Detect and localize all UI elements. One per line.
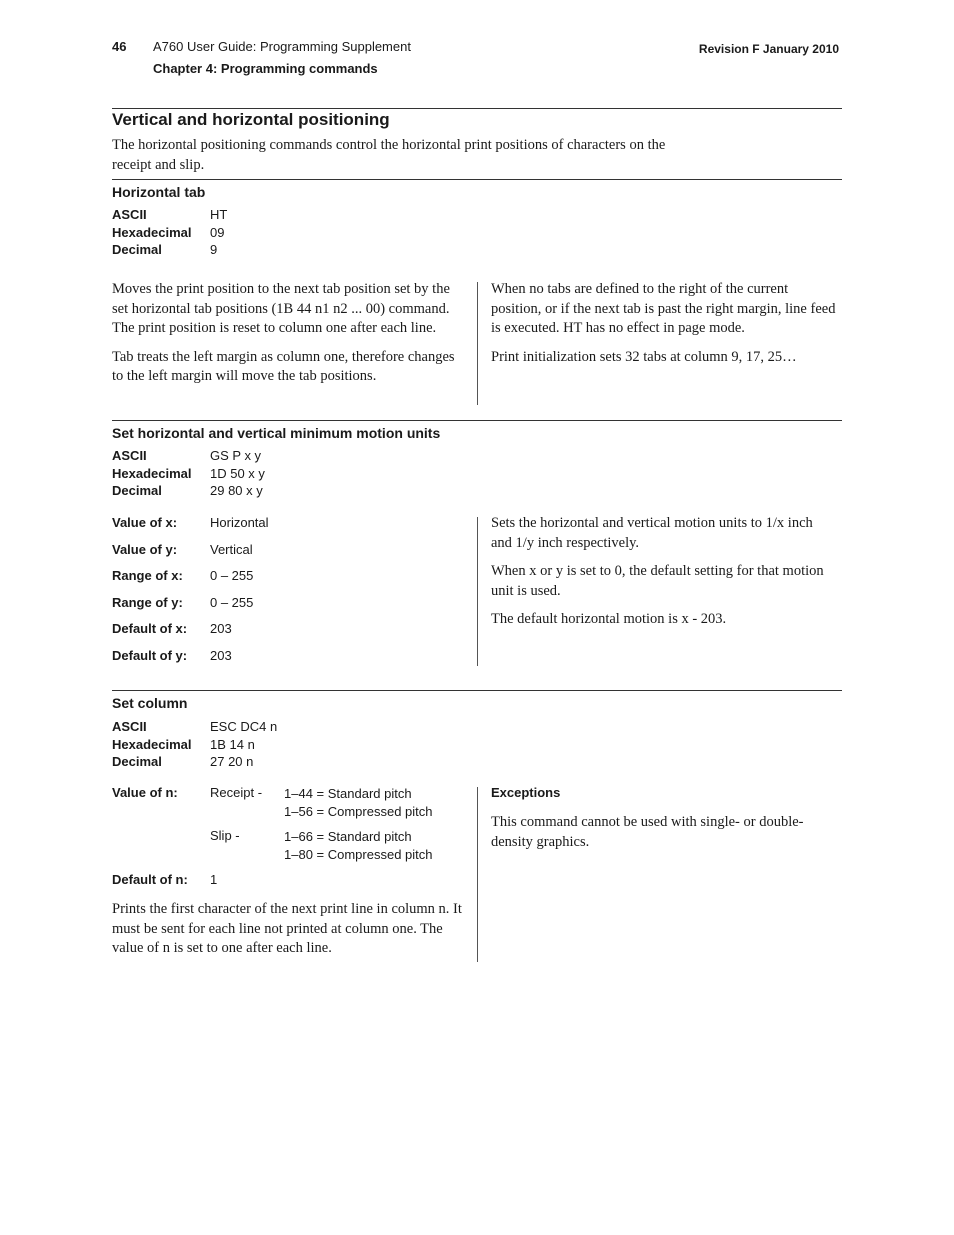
code-row [112,241,227,259]
paragraph: Print initialization sets 32 tabs at column 9, 17, 25… [491,348,797,365]
paragraph: Tab treats the left margin as column one, therefore changes to the left margin will move the tab positions. [112,348,455,384]
motion-units-params [112,515,269,674]
set-column-rule [112,690,842,691]
code-row [112,736,277,754]
paragraph: The default horizontal motion is x - 203. [491,611,727,627]
param-value: 203 [210,621,232,636]
param-value: 0 – 255 [210,568,254,583]
chapter-title: Chapter 4: Programming commands [153,61,378,76]
motion-units-codes [112,447,265,500]
code-label: Decimal [112,483,162,498]
code-label: ASCII [112,207,147,222]
slip-label: Slip - [210,828,240,843]
horizontal-tab-title: Horizontal tab [112,184,206,200]
value-n-label: Value of n: [112,785,178,800]
horizontal-tab-codes [112,206,227,259]
code-row [112,482,265,500]
param-value: Horizontal [210,515,269,530]
set-column-codes [112,718,277,771]
set-column-description: Prints the first character of the next print line in column n. It must be sent for each line not printed at column one. The value of n is set to one after each line. [112,901,462,956]
receipt-compressed: 1–56 = Compressed pitch [284,803,433,819]
code-label: Hexadecimal [112,224,192,240]
param-row [112,568,269,595]
param-row [112,542,269,569]
code-value: 27 20 n [210,754,254,769]
paragraph: When no tabs are defined to the right of the current position, or if the next tab is past the right margin, line feed is executed. HT has no effect in page mode. [491,281,836,336]
receipt-standard: 1–44 = Standard pitch [284,786,412,801]
code-row [112,224,227,242]
code-value: 09 [210,224,225,240]
code-value: 1D 50 x y [210,465,265,481]
section-rule [112,108,842,109]
paragraph: When x or y is set to 0, the default setting for that motion unit is used. [491,563,824,599]
param-row [112,595,269,622]
code-row [112,753,277,771]
column-divider [477,517,478,666]
receipt-label: Receipt - [210,785,263,800]
param-value: Vertical [210,541,253,557]
receipt-values [284,785,433,820]
code-label: ASCII [112,448,147,463]
param-label: Value of y: [112,541,178,557]
code-row [112,718,277,736]
slip-values [284,828,433,863]
document-title: A760 User Guide: Programming Supplement [153,39,411,54]
code-value: ESC DC4 n [210,719,278,734]
horizontal-tab-right-text [491,280,836,376]
column-divider [477,787,478,962]
code-value: 9 [210,242,218,257]
param-row [112,621,269,648]
code-row [112,447,265,465]
horizontal-tab-rule [112,179,842,180]
code-row [112,465,265,483]
param-value: 203 [210,647,232,663]
slip-compressed: 1–80 = Compressed pitch [284,846,433,862]
param-value: 0 – 255 [210,594,254,610]
param-label: Default of x: [112,621,188,636]
set-column-title: Set column [112,695,188,711]
motion-units-rule [112,420,842,421]
default-n-label: Default of n: [112,872,188,887]
code-value: GS P x y [210,448,262,463]
exceptions-title: Exceptions [491,785,561,800]
param-label: Range of y: [112,594,183,610]
horizontal-tab-left-text [112,280,467,396]
code-value: 1B 14 n [210,736,255,752]
section-title: Vertical and horizontal positioning [112,110,390,129]
code-label: Decimal [112,754,162,769]
paragraph: Moves the print position to the next tab position set by the set horizontal tab positions (1B 44 n1 n2 ... 00) command. The print position is reset to column one after each line. [112,281,450,336]
code-label: Hexadecimal [112,465,192,481]
slip-standard: 1–66 = Standard pitch [284,829,412,844]
section-intro: The horizontal positioning commands control the horizontal print positions of characters on the receipt and slip. [112,137,666,173]
motion-units-title: Set horizontal and vertical minimum motion units [112,425,441,441]
param-label: Range of x: [112,568,183,583]
param-row [112,648,269,675]
exceptions-text: This command cannot be used with single- or double-density graphics. [491,814,804,850]
code-label: Decimal [112,242,162,257]
code-row [112,206,227,224]
code-value: HT [210,207,228,222]
page-number: 46 [112,39,127,54]
paragraph: Sets the horizontal and vertical motion units to 1/x inch and 1/y inch respectively. [491,515,813,551]
param-row [112,515,269,542]
code-label: Hexadecimal [112,736,192,752]
code-label: ASCII [112,719,147,734]
param-label: Default of y: [112,647,188,663]
motion-units-right-text [491,514,836,639]
default-n-value: 1 [210,872,218,887]
param-label: Value of x: [112,515,178,530]
code-value: 29 80 x y [210,483,263,498]
column-divider [477,282,478,405]
revision-label: Revision F January 2010 [698,42,839,56]
